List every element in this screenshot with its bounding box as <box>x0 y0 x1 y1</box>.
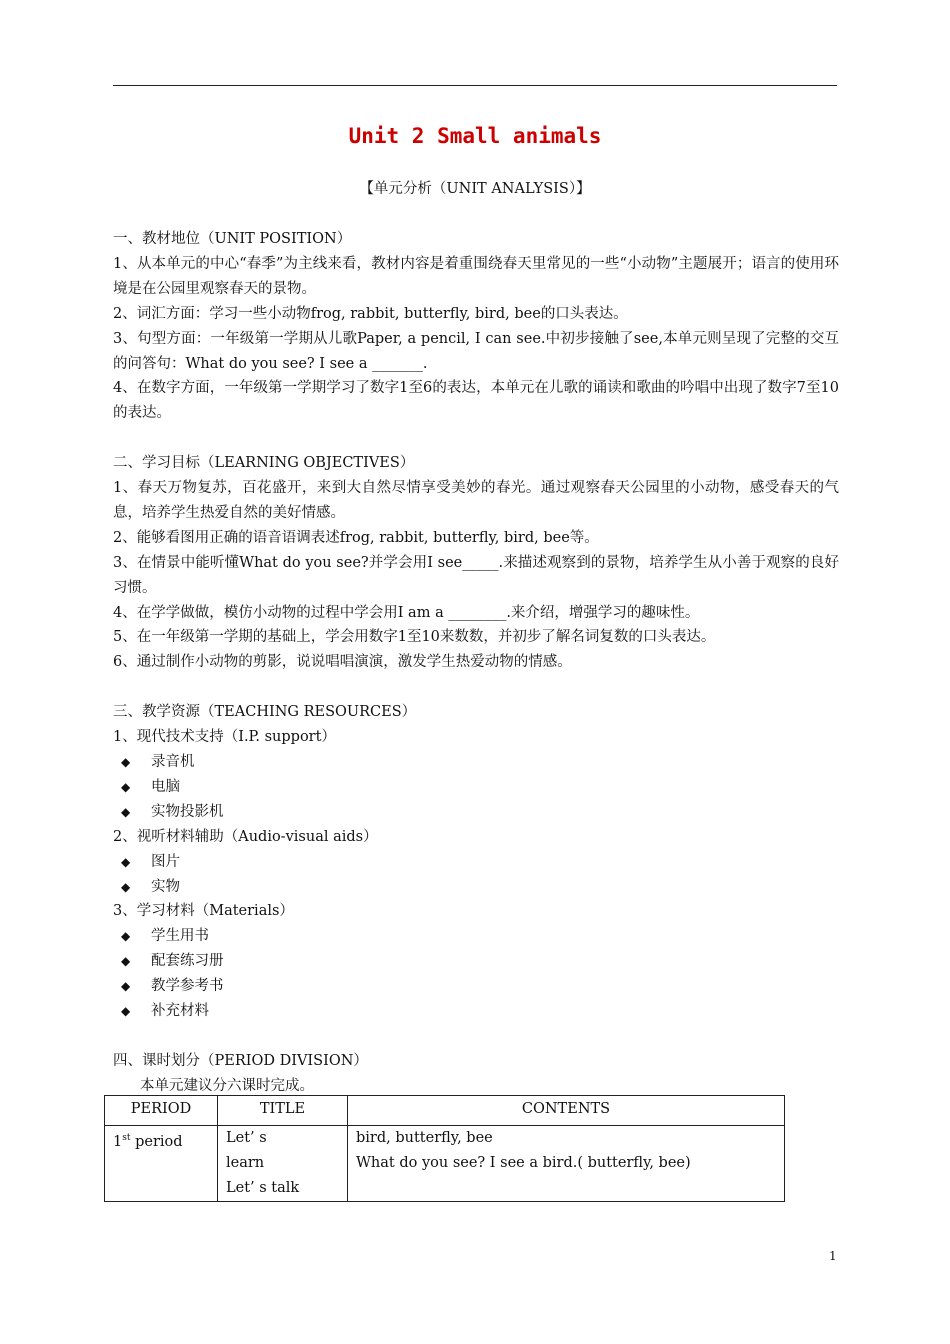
list-item: ◆ 录音机 <box>113 750 839 775</box>
subsection-heading: 1、现代技术支持（I.P. support） <box>113 729 336 746</box>
diamond-bullet-icon: ◆ <box>121 1004 131 1019</box>
subsection-heading: 2、视听材料辅助（Audio-visual aids） <box>113 828 378 845</box>
period-cell: 1st period <box>105 1126 218 1202</box>
diamond-bullet-icon: ◆ <box>121 954 131 969</box>
table-header-cell: TITLE <box>218 1096 348 1126</box>
paragraph: 3、句型方面：一年级第一学期从儿歌Paper, a pencil, I can see.中初步接触了see,本单元则呈现了完整的交互的问答句：What do you see? I see a _______. <box>113 330 839 372</box>
diamond-bullet-icon: ◆ <box>121 779 131 794</box>
paragraph: 5、在一年级第一学期的基础上，学会用数字1至10来数数，并初步了解名词复数的口头表达。 <box>113 629 716 646</box>
list-item: ◆ 电脑 <box>113 775 839 800</box>
diamond-bullet-icon: ◆ <box>121 804 131 819</box>
list-item: ◆ 教学参考书 <box>113 974 839 999</box>
table-header-cell: PERIOD <box>105 1096 218 1126</box>
list-item: ◆ 实物投影机 <box>113 800 839 825</box>
period-division-table <box>104 1095 785 1202</box>
list-item: ◆ 配套练习册 <box>113 949 839 974</box>
diamond-bullet-icon: ◆ <box>121 979 131 994</box>
paragraph: 4、在数字方面，一年级第一学期学习了数字1至6的表达，本单元在儿歌的诵读和歌曲的吟唱中出现了数字7至10的表达。 <box>113 380 839 422</box>
paragraph: 1、春天万物复苏，百花盛开，来到大自然尽情享受美妙的春光。通过观察春天公园里的小动物，感受春天的气息，培养学生热爱自然的美好情感。 <box>113 480 839 521</box>
paragraph: 3、在情景中能听懂What do you see?并学会用I see_____.来描述观察到的景物，培养学生从小善于观察的良好习惯。 <box>113 554 839 596</box>
header-rule <box>113 85 837 86</box>
list-item: ◆ 图片 <box>113 850 839 875</box>
page-number: 1 <box>829 1249 837 1263</box>
paragraph: 2、能够看图用正确的语音语调表述frog, rabbit, butterfly, bird, bee等。 <box>113 529 599 546</box>
list-item: ◆ 补充材料 <box>113 999 839 1024</box>
paragraph: 1、从本单元的中心“春季”为主线来看，教材内容是着重围绕春天里常见的一些“小动物”主题展开；语言的使用环境是在公园里观察春天的景物。 <box>113 255 839 297</box>
section-heading-teaching-resources: 三、教学资源（TEACHING RESOURCES） <box>113 704 417 721</box>
diamond-bullet-icon: ◆ <box>121 854 131 869</box>
paragraph: 本单元建议分六课时完成。 <box>140 1077 314 1094</box>
unit-title: Unit 2 Small animals <box>348 124 602 148</box>
document-body <box>113 227 839 1099</box>
section-heading-learning-objectives: 二、学习目标（LEARNING OBJECTIVES） <box>113 455 415 472</box>
table-row <box>105 1126 785 1202</box>
section-heading-period-division: 四、课时划分（PERIOD DIVISION） <box>113 1052 368 1069</box>
list-item: ◆ 学生用书 <box>113 924 839 949</box>
section-heading-unit-position: 一、教材地位（UNIT POSITION） <box>113 231 352 247</box>
table-header-cell: CONTENTS <box>348 1096 785 1126</box>
paragraph: 4、在学学做做，模仿小动物的过程中学会用I am a ________.来介绍，增强学习的趣味性。 <box>113 604 700 621</box>
diamond-bullet-icon: ◆ <box>121 929 131 944</box>
diamond-bullet-icon: ◆ <box>121 879 131 894</box>
table-header-row <box>105 1096 785 1126</box>
paragraph: 2、词汇方面：学习一些小动物frog, rabbit, butterfly, bird, bee的口头表达。 <box>113 305 628 322</box>
unit-analysis-subtitle: 【单元分析（UNIT ANALYSIS）】 <box>359 181 591 197</box>
paragraph: 6、通过制作小动物的剪影，说说唱唱演演，激发学生热爱动物的情感。 <box>113 654 572 671</box>
title-cell: Let’ s learn Let’ s talk <box>218 1126 348 1202</box>
diamond-bullet-icon: ◆ <box>121 755 131 769</box>
subsection-heading: 3、学习材料（Materials） <box>113 903 294 920</box>
list-item: ◆ 实物 <box>113 875 839 900</box>
contents-cell: bird, butterfly, bee What do you see? I see a bird.( butterfly, bee) <box>348 1126 785 1202</box>
